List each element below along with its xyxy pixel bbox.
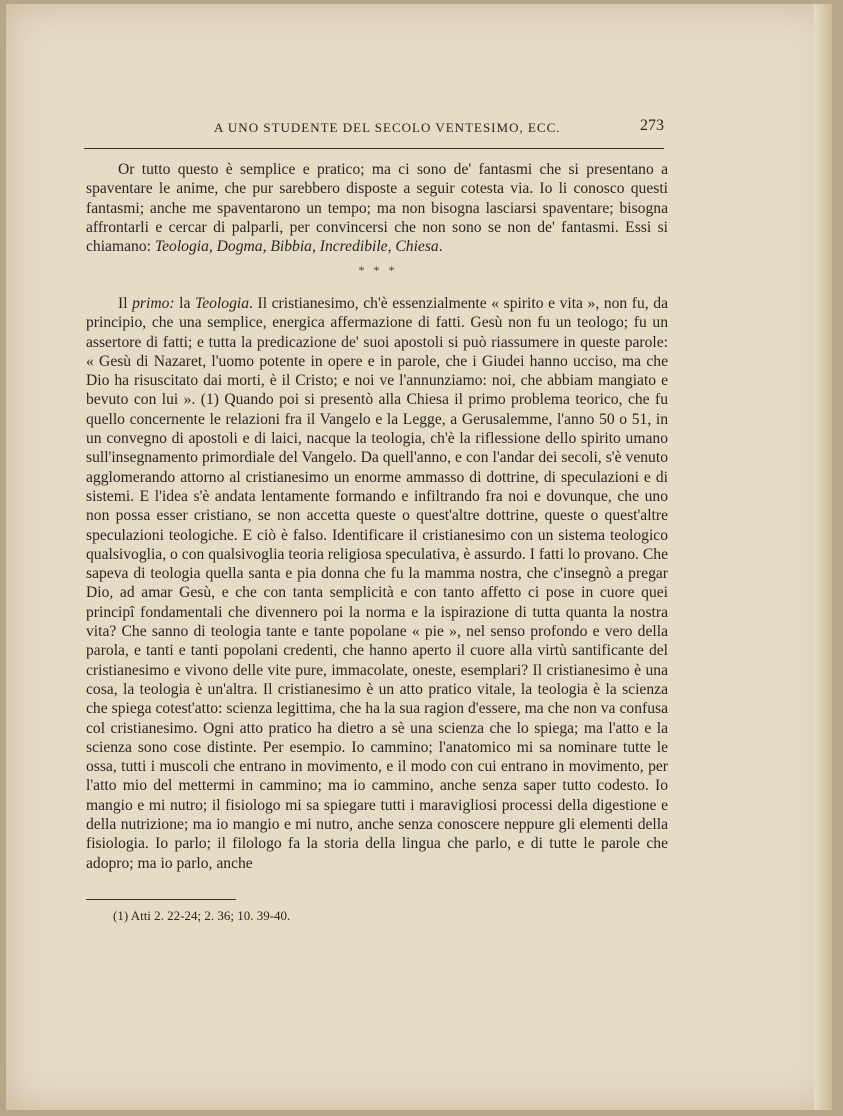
paragraph-2-lead-italic-1: primo:	[132, 295, 175, 312]
footnote: (1) Atti 2. 22-24; 2. 36; 10. 39-40.	[113, 908, 291, 923]
paragraph-1-italic-list: Teologia, Dogma, Bibbia, Incredibile, Chiesa	[154, 238, 439, 256]
paragraph-2-lead-italic-2: Teologia	[195, 295, 250, 312]
paragraph-2-text: . Il cristianesimo, ch'è essenzialmente « spirito e vita », non fu, da principio, che una semplice, energica affermazione di fatti. Gesù non fu un teologo; fu un assertore di fatti; e tutta la predicazione de' suoi apostoli si può riassumere in queste parole: « Gesù di Nazaret, l'uomo potente in opere e in parole, che i Giudei hanno ucciso, ma che Dio ha risuscitato dai morti, è il Cristo; e noi ve l'annunziamo: noi, che abbiam mangiato e bevuto con lui ». (1) Quando poi si presentò alla Chiesa il primo problema teorico, che fu quello concernente le relazioni fra il Vangelo e la Legge, a Gerusalemme, l'anno 50 o 51, in un convegno di apostoli e di laici, nacque la teologia, ch'è la riflessione dello spirito umano sull'insegnamento primordiale del Vangelo. Da quell'anno, e con l'andar dei secoli, s'è venuto agglomerando attorno al cristianesimo un enorme ammasso di dottrine, di speculazioni e di sistemi. E l'idea s'è andata lentamente formando e infiltrando fra noi e dovunque, che uno non possa esser cristiano, se non accetta queste o quest'altre dottrine, queste o quest'altre speculazioni teologiche. E ciò è falso. Identificare il cristianesimo con un sistema teologico qualsivoglia, o con qualsivoglia teoria religiosa speculativa, è assurdo. I fatti lo provano. Che sapeva di teologia quella santa e pia donna che fu la mamma nostra, che c'insegnò a pregar Dio, ad amar Gesù, e che con tanta semplicità e con tanto affetto ci pose in cuore quei principî fondamentali che divennero poi la norma e la ispirazione di tutta quanta la nostra vita? Che sanno di teologia tante e tante popolane « pie », nel senso profondo e vero della parola, e tanti e tanti popolani credenti, che hanno aperto il cuore alla virtù santificante del cristianesimo e vivono delle vite pure, immacolate, oneste, esemplari? Il cristianesimo è una cosa, la teologia è un'altra. Il cristianesimo è un atto pratico vitale, la teologia è la scienza che spiega cotest'atto: scienza legittima, che ha la sua ragion d'essere, ma che non va confusa col cristianesimo. Ogni atto pratico ha dietro a sè una scienza che lo spiega; ma l'atto e la scienza sono cose distinte. Per esempio. Io cammino; l'anatomico mi sa nominare tutte le ossa, tutti i muscoli che entrano in movimento, e il modo con cui entrano in movimento, per l'atto mio del mettermi in cammino; ma io cammino, anche senza saper tutto codesto. Io mangio e mi nutro; il fisiologo mi sa spiegare tutti i maravigliosi processi della digestione e della nutrizione; ma io mangio e mi nutro, anche senza conoscere neppure gli elementi della fisiologia. Io parlo; il filologo fa la storia della lingua che parlo, e di tutte le parole che adopro; ma io parlo, anche	[86, 295, 668, 872]
section-separator: * * *	[358, 263, 398, 277]
paragraph-2	[86, 294, 668, 873]
paragraph-2-lead-1: Il	[118, 295, 133, 312]
header-rule	[84, 148, 664, 149]
running-head: A UNO STUDENTE DEL SECOLO VENTESIMO, ECC.	[214, 120, 561, 135]
paragraph-1	[86, 160, 668, 256]
page-header	[84, 117, 664, 146]
paragraph-2-lead-2: la	[174, 295, 196, 312]
paragraph-1-end: .	[438, 238, 443, 256]
page-edge	[814, 4, 832, 1110]
paragraph-1-text: Or tutto questo è semplice e pratico; ma ci sono de' fantasmi che si presentano a spaventare le anime, che pur sarebbero disposte a seguir cotesta via. Io li conosco questi fantasmi; anche me spaventarono un tempo; ma non bisogna lasciarsi spaventare; bisogna affrontarli e cercar di palparli, per convincersi che non sono se non de' fantasmi. Essi si chiamano:	[86, 161, 668, 256]
footnote-rule	[86, 899, 236, 900]
page-number: 273	[640, 117, 664, 134]
